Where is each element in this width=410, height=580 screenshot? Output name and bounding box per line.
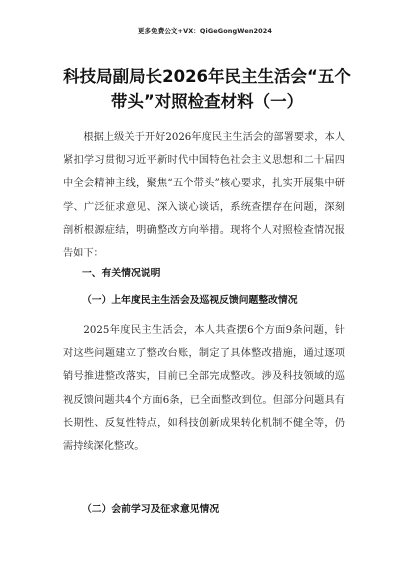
- subsection-heading-2: （二）会前学习及征求意见情况: [82, 504, 220, 515]
- document-title: 科技局副局长2026年民主生活会“五个带头”对照检查材料（一）: [63, 67, 351, 111]
- section-heading-1: 一、有关情况说明: [82, 268, 161, 279]
- subsection-heading-1: （一）上年度民主生活会及巡视反馈问题整改情况: [82, 295, 298, 306]
- intro-paragraph: 根据上级关于开好2026年度民主生活会的部署要求，本人紧扣学习贯彻习近平新时代中国特色社会主义思想和二十届四中全会精神主线，聚焦“五个带头”核心要求，扎实开展集中研学、广泛征求意见、深入谈心谈话，系统查摆存在问题，深刻剖析根源症结，明确整改方向举措。现将个人对照检查情况报告如下：: [63, 132, 345, 260]
- subsection-1-paragraph: 2025年度民主生活会，本人共查摆6个方面9条问题，针对这些问题建立了整改台账，制定了具体整改措施，通过逐项销号推进整改落实，目前已全部完成整改。涉及科技领域的巡视反馈问题共4个方面6条，已全面整改到位。但部分问题具有长期性、反复性特点，如科技创新成果转化机制不健全等，仍需持续深化整改。: [63, 325, 345, 453]
- header-note: 更多免费公文+VX：QiGeGongWen2024: [137, 27, 273, 35]
